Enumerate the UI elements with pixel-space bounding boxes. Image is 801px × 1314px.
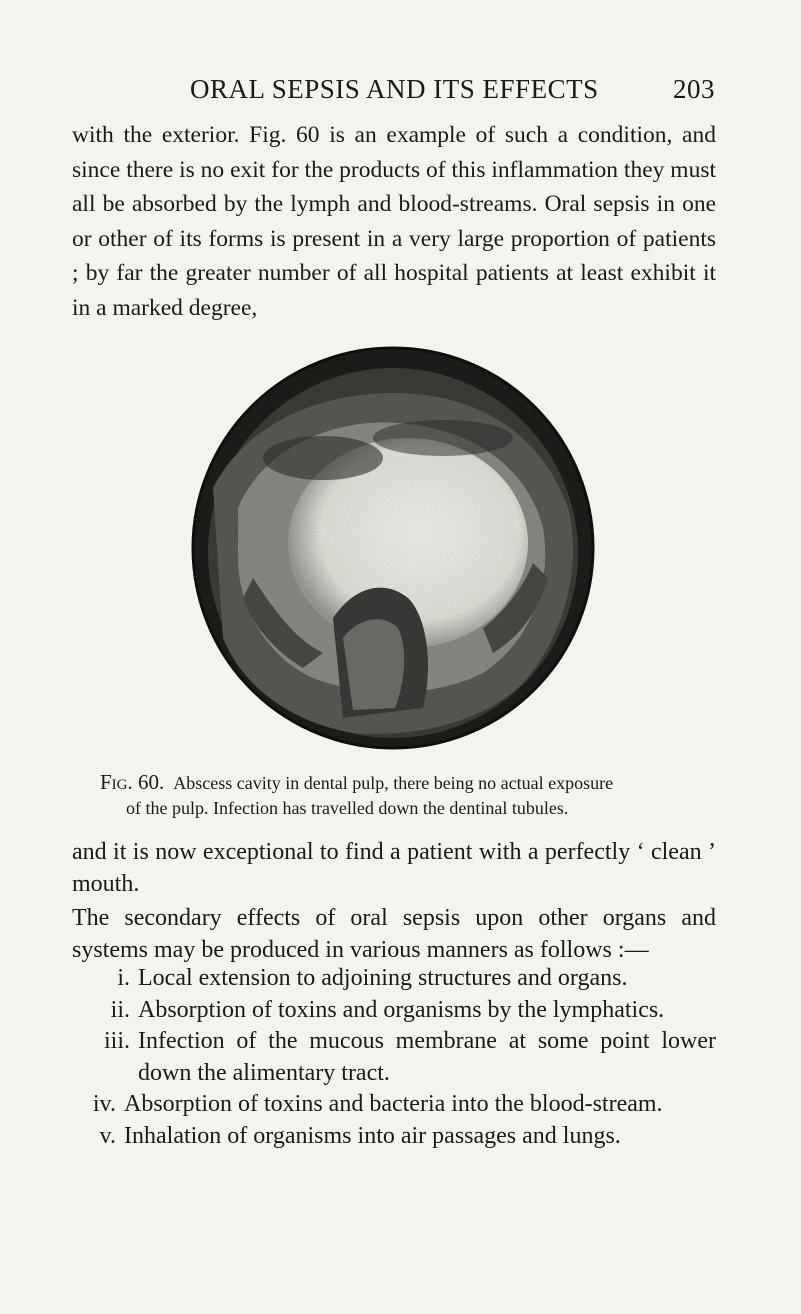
list-item-number: iv.: [92, 1091, 116, 1117]
running-title: ORAL SEPSIS AND ITS EFFECTS: [190, 74, 599, 104]
paragraph-2: and it is now exceptional to find a patient with a perfectly ‘ clean ’ mouth.: [72, 839, 716, 897]
effects-list: [72, 963, 716, 1152]
micrograph-image: [183, 338, 603, 758]
caption-text-2: of the pulp. Infection has travelled down the dentinal tubules.: [126, 798, 569, 818]
paragraph-1: with the exterior. Fig. 60 is an example of such a condition, and since there is no exit for the products of this inflammation they must all be absorbed by the lymph and blood-streams. Oral sepsis in one or other of its forms is present in a very large proportion of patients ; by far the greater number of all hospital patients at least exhibit it in a marked degree,: [72, 122, 716, 321]
list-item: [72, 963, 716, 995]
paragraph-3: The secondary effects of oral sepsis upon other organs and systems may be produced in various manners as follows :—: [72, 905, 716, 963]
list-item-text: Absorption of toxins and bacteria into the blood-stream.: [124, 1091, 663, 1117]
page-number: 203: [673, 74, 715, 104]
list-item: [72, 1121, 716, 1153]
caption-line-1: [100, 770, 710, 796]
figure-micrograph: [183, 338, 603, 758]
list-item-text: Absorption of toxins and organisms by the lymphatics.: [138, 996, 665, 1023]
list-item-text: Local extension to adjoining structures and organs.: [138, 965, 628, 991]
figure-label: Fig. 60.: [100, 770, 165, 794]
list-item-number: iii.: [103, 1028, 130, 1054]
figure-caption: [100, 770, 710, 821]
list-item: [72, 995, 716, 1027]
list-item: [72, 1089, 716, 1121]
list-item-number: v.: [99, 1122, 116, 1149]
list-item-number: ii.: [110, 996, 130, 1023]
list-item: [72, 1026, 716, 1089]
list-item-text: Inhalation of organisms into air passages and lungs.: [124, 1122, 621, 1149]
list-item-text: Infection of the mucous membrane at some point lower down the alimentary tract.: [138, 1028, 716, 1086]
list-item-number: i.: [117, 965, 130, 991]
running-head: [190, 74, 715, 110]
caption-text-1: Abscess cavity in dental pulp, there being no actual exposure: [173, 773, 614, 793]
